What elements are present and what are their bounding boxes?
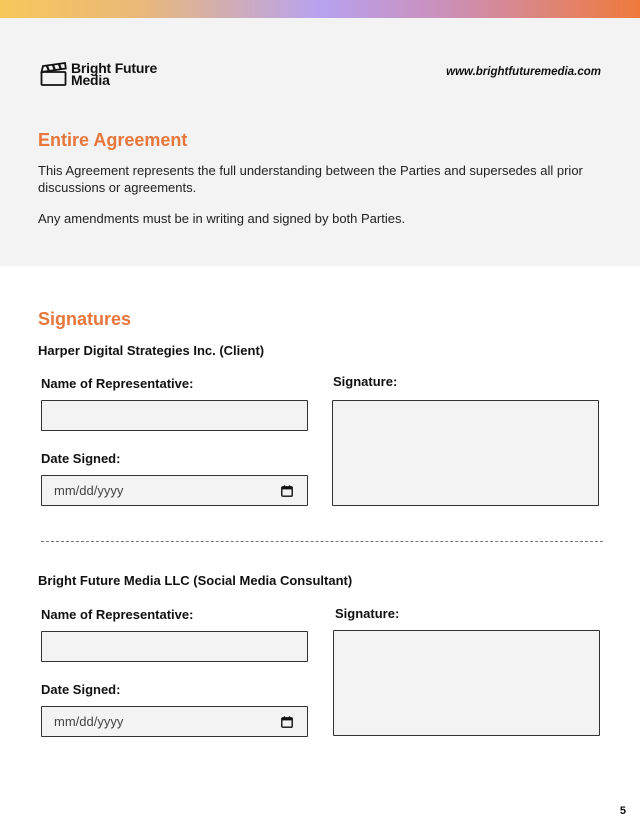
client-signature-label: Signature: [333,374,398,389]
calendar-icon[interactable] [281,716,293,728]
signatures-title: Signatures [38,309,132,329]
entire-agreement-paragraph-2: Any amendments must be in writing and signed by both Parties. [38,211,406,226]
entire-agreement-title: Entire Agreement [38,130,188,150]
client-party-name: Harper Digital Strategies Inc. (Client) [38,343,265,358]
brand-name-line1: Bright Future [71,60,158,76]
consultant-name-label: Name of Representative: [41,607,194,622]
consultant-date-signed-input[interactable] [41,706,308,737]
website-url: www.brightfuturemedia.com [446,66,601,78]
consultant-date-label: Date Signed: [41,682,121,697]
entire-agreement-paragraph-1: This Agreement represents the full understanding between the Parties and supersedes all prior discussions or agreements. [38,163,583,195]
consultant-representative-name-input[interactable] [41,631,308,662]
brand-name-line2: Media [71,72,110,88]
consultant-date-placeholder: mm/dd/yyyy [54,714,124,729]
consultant-party-name: Bright Future Media LLC (Social Media Consultant) [38,573,353,588]
client-date-signed-input[interactable] [41,475,308,506]
top-gradient-bar [0,0,640,18]
client-representative-name-input[interactable] [41,400,308,431]
client-date-placeholder: mm/dd/yyyy [54,483,124,498]
consultant-signature-box[interactable] [333,630,600,736]
section-divider [41,541,603,542]
client-signature-box[interactable] [332,400,599,506]
brand-name [71,62,157,86]
calendar-icon[interactable] [281,485,293,497]
client-date-label: Date Signed: [41,451,121,466]
clapperboard-icon [40,61,67,87]
page-number: 5 [619,805,626,817]
client-name-label: Name of Representative: [41,376,194,391]
brand-logo [40,61,157,87]
consultant-signature-label: Signature: [335,606,400,621]
